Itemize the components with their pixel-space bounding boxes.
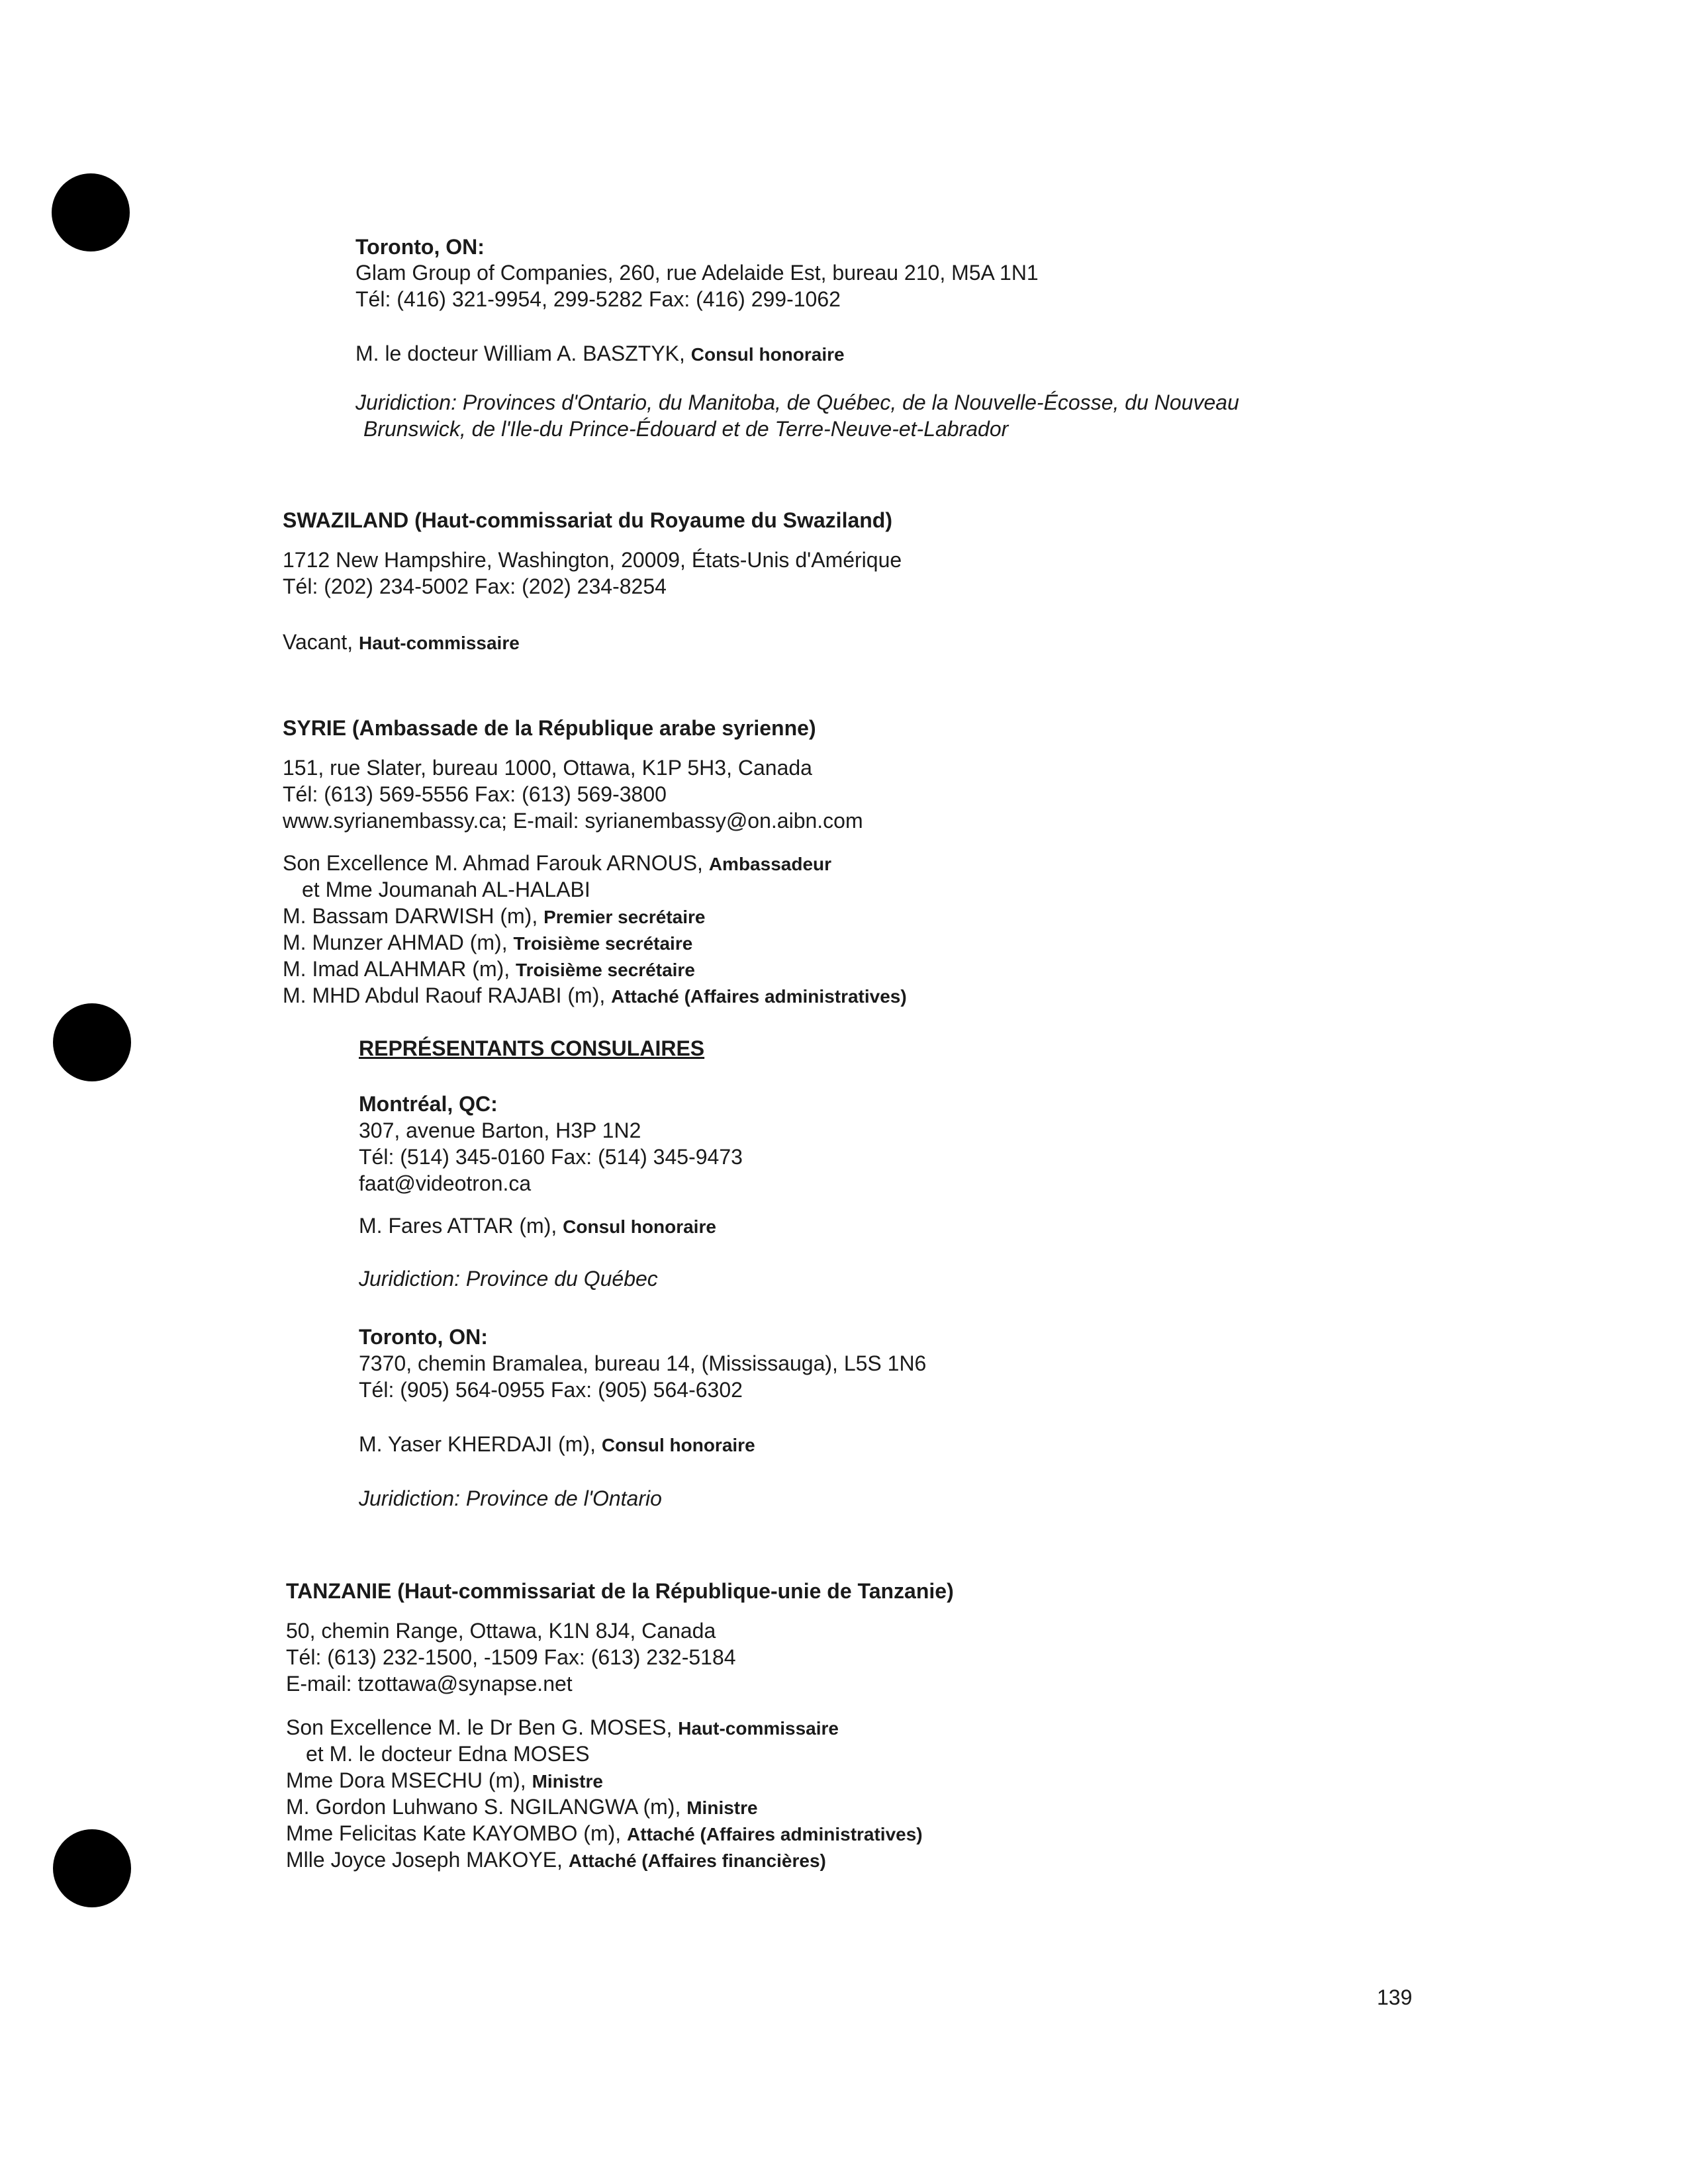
phone-fax: Tél: (905) 564-0955 Fax: (905) 564-6302: [359, 1378, 743, 1402]
address: 307, avenue Barton, H3P 1N2: [359, 1118, 641, 1142]
staff-entry: [286, 1796, 758, 1817]
binder-hole-bottom: [53, 1829, 131, 1907]
address: 1712 New Hampshire, Washington, 20009, États-Unis d'Amérique: [283, 548, 902, 572]
official-title: Attaché (Affaires financières): [568, 1850, 826, 1871]
official-title: Haut-commissaire: [678, 1718, 839, 1739]
official-name: M. Fares ATTAR (m),: [359, 1214, 557, 1238]
staff-entry: [286, 1823, 923, 1844]
official-entry: [355, 343, 845, 364]
official-name: M. Gordon Luhwano S. NGILANGWA (m),: [286, 1795, 681, 1819]
email: faat@videotron.ca: [359, 1171, 532, 1195]
official-entry: [283, 631, 520, 653]
jurisdiction: Juridiction: Provinces d'Ontario, du Manitoba, de Québec, de la Nouvelle-Écosse, du Nouveau: [355, 390, 1239, 414]
jurisdiction-continued: Brunswick, de l'Ile-du Prince-Édouard et de Terre-Neuve-et-Labrador: [363, 417, 1009, 441]
official-name: M. Bassam DARWISH (m),: [283, 904, 538, 928]
phone-fax: Tél: (514) 345-0160 Fax: (514) 345-9473: [359, 1145, 743, 1169]
staff-entry: [283, 985, 907, 1006]
official-name: M. Munzer AHMAD (m),: [283, 931, 508, 954]
official-name: M. MHD Abdul Raouf RAJABI (m),: [283, 983, 606, 1007]
web-email: www.syrianembassy.ca; E-mail: syrianembassy@on.aibn.com: [283, 809, 863, 833]
official-name: Mlle Joyce Joseph MAKOYE,: [286, 1848, 563, 1872]
email: E-mail: tzottawa@synapse.net: [286, 1672, 573, 1696]
official-name: Son Excellence M. Ahmad Farouk ARNOUS,: [283, 851, 703, 875]
official-title: Attaché (Affaires administratives): [611, 986, 907, 1007]
binder-hole-top: [52, 173, 130, 251]
official-title: Ministre: [532, 1771, 603, 1792]
official-title: Consul honoraire: [601, 1435, 755, 1455]
official-title: Premier secrétaire: [543, 907, 706, 927]
official-name: et Mme Joumanah AL-HALABI: [302, 878, 590, 901]
jurisdiction: Juridiction: Province de l'Ontario: [359, 1486, 662, 1510]
staff-entry: [286, 1849, 826, 1870]
staff-entry: [286, 1717, 839, 1738]
section-heading: Montréal, QC:: [359, 1092, 498, 1116]
official-name: et M. le docteur Edna MOSES: [306, 1742, 590, 1766]
official-title: Troisième secrétaire: [516, 960, 695, 980]
official-entry: [359, 1433, 755, 1455]
official-title: Attaché (Affaires administratives): [627, 1824, 923, 1844]
official-name: Vacant,: [283, 630, 353, 654]
staff-entry-spouse: [302, 879, 590, 900]
staff-entry: [283, 905, 706, 927]
page-number: 139: [1377, 1985, 1413, 2009]
official-title: Ministre: [686, 1797, 758, 1818]
country-heading: SWAZILAND (Haut-commissariat du Royaume du Swaziland): [283, 508, 892, 532]
official-title: Troisième secrétaire: [513, 933, 693, 954]
official-name: M. le docteur William A. BASZTYK,: [355, 341, 685, 365]
section-heading: Toronto, ON:: [359, 1325, 488, 1349]
phone-fax: Tél: (613) 232-1500, -1509 Fax: (613) 232-5184: [286, 1645, 736, 1669]
staff-entry: [283, 852, 831, 874]
jurisdiction: Juridiction: Province du Québec: [359, 1267, 658, 1291]
staff-entry: [283, 932, 692, 953]
address: 151, rue Slater, bureau 1000, Ottawa, K1P 5H3, Canada: [283, 756, 812, 780]
address: 7370, chemin Bramalea, bureau 14, (Mississauga), L5S 1N6: [359, 1351, 927, 1375]
official-title: Consul honoraire: [690, 344, 845, 365]
consular-heading: REPRÉSENTANTS CONSULAIRES: [359, 1036, 705, 1060]
section-heading: Toronto, ON:: [355, 235, 485, 259]
phone-fax: Tél: (613) 569-5556 Fax: (613) 569-3800: [283, 782, 667, 806]
official-name: M. Imad ALAHMAR (m),: [283, 957, 510, 981]
official-name: Mme Dora MSECHU (m),: [286, 1768, 526, 1792]
staff-entry: [286, 1770, 603, 1791]
staff-entry-spouse: [306, 1743, 590, 1764]
phone-fax: Tél: (416) 321-9954, 299-5282 Fax: (416) 299-1062: [355, 287, 841, 311]
official-name: Mme Felicitas Kate KAYOMBO (m),: [286, 1821, 622, 1845]
binder-hole-middle: [53, 1003, 131, 1081]
official-title: Consul honoraire: [563, 1216, 716, 1237]
country-heading: SYRIE (Ambassade de la République arabe syrienne): [283, 716, 816, 740]
official-title: Ambassadeur: [708, 854, 832, 874]
official-name: Son Excellence M. le Dr Ben G. MOSES,: [286, 1715, 673, 1739]
staff-entry: [283, 958, 695, 979]
address: 50, chemin Range, Ottawa, K1N 8J4, Canada: [286, 1619, 716, 1643]
country-heading: TANZANIE (Haut-commissariat de la République-unie de Tanzanie): [286, 1579, 954, 1603]
address: Glam Group of Companies, 260, rue Adelaide Est, bureau 210, M5A 1N1: [355, 261, 1039, 285]
official-name: M. Yaser KHERDAJI (m),: [359, 1432, 596, 1456]
phone-fax: Tél: (202) 234-5002 Fax: (202) 234-8254: [283, 574, 667, 598]
official-title: Haut-commissaire: [359, 633, 520, 653]
official-entry: [359, 1215, 716, 1236]
